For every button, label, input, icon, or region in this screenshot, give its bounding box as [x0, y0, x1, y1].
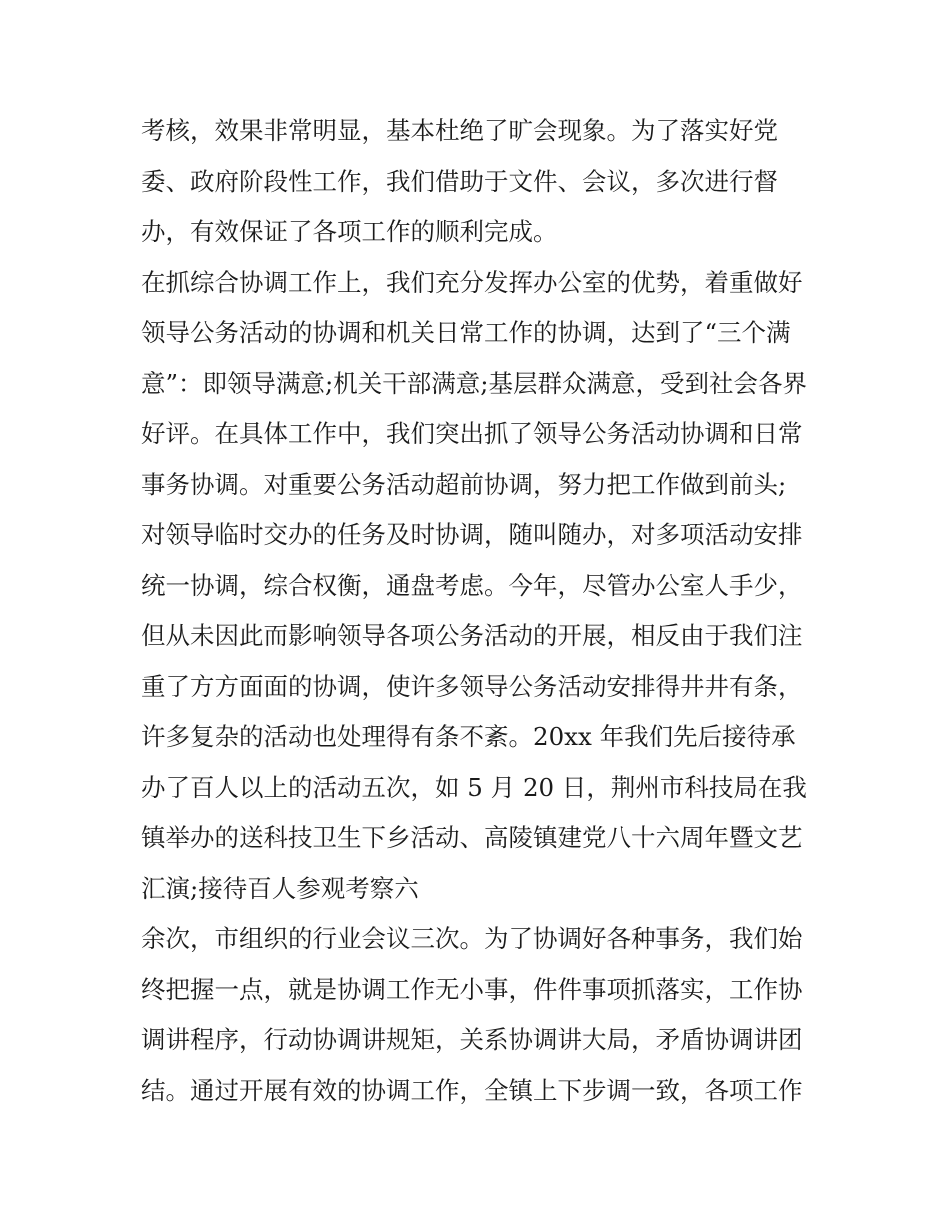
- text-line: 在抓综合协调工作上，我们充分发挥办公室的优势，着重做好: [141, 267, 803, 297]
- text-line: 统一协调，综合权衡，通盘考虑。今年，尽管办公室人手少，: [141, 570, 803, 600]
- text-line: 意”：即领导满意;机关干部满意;基层群众满意，受到社会各界: [141, 368, 808, 398]
- text-line: 领导公务活动的协调和机关日常工作的协调，达到了“三个满: [141, 318, 791, 347]
- text-line: 委、政府阶段性工作，我们借助于文件、会议，多次进行督: [141, 166, 778, 196]
- text-line: 好评。在具体工作中，我们突出抓了领导公务活动协调和日常: [141, 419, 803, 448]
- text-line: 调讲程序，行动协调讲规矩，关系协调讲大局，矛盾协调讲团: [141, 1025, 803, 1054]
- text-line: 重了方方面面的协调，使许多领导公务活动安排得井井有条，: [141, 671, 803, 701]
- text-line: 办了百人以上的活动五次，如 5 月 20 日，荆州市科技局在我: [141, 772, 807, 802]
- text-line: 结。通过开展有效的协调工作，全镇上下步调一致，各项工作: [141, 1075, 803, 1105]
- text-line: 余次，市组织的行业会议三次。为了协调好各种事务，我们始: [141, 924, 803, 953]
- text-line: 考核，效果非常明显，基本杜绝了旷会现象。为了落实好党: [141, 116, 778, 145]
- text-line: 许多复杂的活动也处理得有条不紊。20xx 年我们先后接待承: [141, 722, 796, 751]
- text-line: 事务协调。对重要公务活动超前协调，努力把工作做到前头;: [141, 469, 787, 499]
- text-line: 对领导临时交办的任务及时协调，随叫随办，对多项活动安排: [141, 520, 803, 549]
- text-line: 但从未因此而影响领导各项公务活动的开展，相反由于我们注: [141, 621, 803, 650]
- text-line: 镇举办的送科技卫生下乡活动、高陵镇建党八十六周年暨文艺: [141, 823, 803, 852]
- text-line: 终把握一点，就是协调工作无小事，件件事项抓落实，工作协: [141, 974, 803, 1004]
- text-line: 办，有效保证了各项工作的顺利完成。: [141, 217, 558, 246]
- text-line: 汇演;接待百人参观考察六: [141, 873, 419, 903]
- body-text: [141, 106, 821, 1116]
